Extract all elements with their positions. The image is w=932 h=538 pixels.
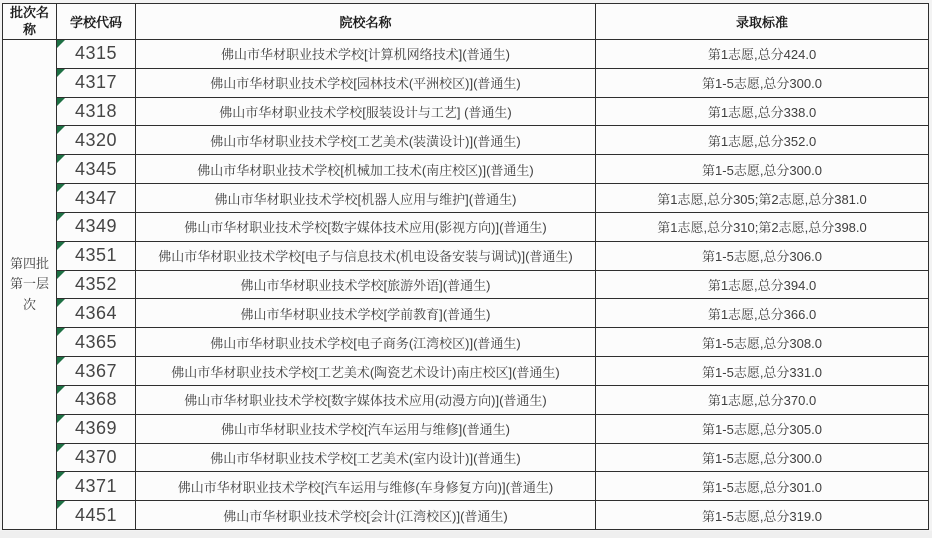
school-name-cell (136, 501, 596, 529)
green-corner-triangle-icon (57, 271, 65, 279)
table-row (57, 444, 928, 473)
green-corner-triangle-icon (57, 126, 65, 134)
bottom-margin-strip (0, 531, 932, 538)
school-name-cell (136, 299, 596, 327)
school-name-cell (136, 357, 596, 385)
green-corner-triangle-icon (57, 328, 65, 336)
school-code-value: 4352 (74, 274, 118, 295)
school-code-value: 4347 (74, 187, 118, 208)
school-code-value: 4365 (74, 331, 118, 352)
admission-standard-value: 第1志愿,总分305;第2志愿,总分381.0 (657, 191, 867, 207)
school-name-value: 佛山市华材职业技术学校[园林技术(平洲校区)](普通生) (210, 76, 521, 92)
admission-standard-cell (596, 357, 928, 385)
table-row (57, 184, 928, 213)
admission-standard-value: 第1志愿,总分366.0 (707, 306, 817, 322)
column-header-school-code: 学校代码 (57, 4, 136, 39)
school-name-value: 佛山市华材职业技术学校[机器人应用与维护](普通生) (214, 191, 517, 207)
admission-standard-cell (596, 299, 928, 327)
school-name-cell (136, 184, 596, 212)
green-corner-triangle-icon (57, 501, 65, 509)
school-code-cell (57, 69, 136, 97)
green-corner-triangle-icon (57, 357, 65, 365)
school-code-cell (57, 126, 136, 154)
school-name-value: 佛山市华材职业技术学校[服装设计与工艺] (普通生) (219, 105, 512, 121)
batch-column (3, 4, 57, 529)
table-row (57, 472, 928, 501)
admission-standard-cell (596, 213, 928, 241)
school-name-value: 佛山市华材职业技术学校[工艺美术(室内设计)](普通生) (210, 451, 521, 466)
admission-standard-cell (596, 328, 928, 356)
admission-standard-value: 第1志愿,总分370.0 (707, 393, 817, 409)
school-code-cell (57, 386, 136, 414)
school-code-value: 4368 (74, 389, 118, 410)
green-corner-triangle-icon (57, 155, 65, 163)
table-row (57, 40, 928, 69)
school-name-cell (136, 98, 596, 126)
green-corner-triangle-icon (57, 184, 65, 192)
admission-standard-value: 第1志愿,总分338.0 (707, 105, 817, 121)
table-row (57, 98, 928, 127)
school-name-value: 佛山市华材职业技术学校[机械加工技术(南庄校区)](普通生) (197, 162, 534, 178)
school-name-cell (136, 155, 596, 183)
school-name-value: 佛山市华材职业技术学校[数字媒体技术应用(动漫方向)](普通生) (184, 393, 547, 409)
school-code-value: 4345 (74, 158, 118, 179)
table-row (57, 415, 928, 444)
school-code-cell (57, 98, 136, 126)
admission-standard-value: 第1-5志愿,总分331.0 (702, 364, 822, 380)
school-name-cell (136, 386, 596, 414)
school-code-value: 4370 (74, 447, 118, 467)
school-name-cell (136, 242, 596, 270)
admission-standard-cell (596, 271, 928, 299)
admission-standard-cell (596, 184, 928, 212)
school-name-cell (136, 328, 596, 356)
school-code-cell (57, 242, 136, 270)
admission-standard-cell (596, 126, 928, 154)
admission-standard-value: 第1-5志愿,总分300.0 (702, 162, 822, 178)
column-header-batch: 批次名称 (3, 4, 56, 40)
admission-standard-cell (596, 501, 928, 529)
table-body (57, 40, 928, 529)
school-name-cell (136, 271, 596, 299)
school-name-value: 佛山市华材职业技术学校[计算机网络技术](普通生) (221, 47, 510, 63)
admission-standard-cell (596, 242, 928, 270)
school-code-cell (57, 415, 136, 443)
admission-standard-value: 第1-5志愿,总分306.0 (702, 249, 822, 265)
table-row (57, 242, 928, 271)
school-code-value: 4364 (74, 302, 118, 323)
green-corner-triangle-icon (57, 299, 65, 307)
green-corner-triangle-icon (57, 472, 65, 480)
green-corner-triangle-icon (57, 40, 65, 48)
admission-standard-cell (596, 98, 928, 126)
batch-merged-cell: 第四批第一层次 (10, 256, 50, 312)
school-code-cell (57, 328, 136, 356)
school-code-cell (57, 155, 136, 183)
admission-standard-cell (596, 415, 928, 443)
school-name-cell (136, 126, 596, 154)
school-code-cell (57, 299, 136, 327)
school-name-value: 佛山市华材职业技术学校[旅游外语](普通生) (240, 278, 491, 294)
school-code-value: 4320 (74, 129, 118, 150)
school-code-cell (57, 472, 136, 500)
school-name-value: 佛山市华材职业技术学校[电子与信息技术(机电设备安装与调试)](普通生) (158, 249, 573, 265)
school-name-value: 佛山市华材职业技术学校[工艺美术(装潢设计)](普通生) (210, 133, 521, 149)
admission-standard-value: 第1-5志愿,总分300.0 (702, 76, 822, 92)
table-row (57, 213, 928, 242)
main-columns (57, 4, 928, 529)
school-code-value: 4349 (74, 216, 118, 237)
green-corner-triangle-icon (57, 213, 65, 221)
school-code-cell (57, 271, 136, 299)
school-name-value: 佛山市华材职业技术学校[会计(江湾校区)](普通生) (223, 508, 508, 524)
school-code-cell (57, 444, 136, 472)
admission-score-table (2, 3, 929, 530)
school-code-cell (57, 40, 136, 68)
column-header-school-name: 院校名称 (136, 4, 596, 39)
school-code-value: 4369 (74, 418, 118, 439)
school-code-value: 4371 (74, 475, 118, 496)
admission-standard-cell (596, 444, 928, 472)
school-code-cell (57, 184, 136, 212)
green-corner-triangle-icon (57, 98, 65, 106)
school-name-value: 佛山市华材职业技术学校[电子商务(江湾校区)](普通生) (210, 335, 521, 351)
school-name-value: 佛山市华材职业技术学校[数字媒体技术应用(影视方向)](普通生) (184, 220, 547, 236)
school-name-value: 佛山市华材职业技术学校[汽车运用与维修(车身修复方向)](普通生) (177, 479, 554, 495)
school-name-cell (136, 444, 596, 472)
school-code-cell (57, 213, 136, 241)
table-row (57, 328, 928, 357)
admission-standard-value: 第1志愿,总分310;第2志愿,总分398.0 (657, 220, 867, 236)
school-code-value: 4315 (74, 43, 118, 64)
admission-standard-cell (596, 155, 928, 183)
admission-standard-value: 第1志愿,总分352.0 (707, 133, 817, 149)
table-row (57, 126, 928, 155)
admission-standard-value: 第1-5志愿,总分301.0 (702, 479, 822, 495)
green-corner-triangle-icon (57, 386, 65, 394)
table-row (57, 299, 928, 328)
admission-standard-cell (596, 386, 928, 414)
school-code-value: 4367 (74, 360, 118, 381)
school-code-value: 4317 (74, 72, 118, 93)
school-code-value: 4318 (74, 101, 118, 122)
admission-standard-cell (596, 472, 928, 500)
admission-standard-value: 第1志愿,总分394.0 (707, 278, 817, 294)
green-corner-triangle-icon (57, 444, 65, 452)
school-name-cell (136, 40, 596, 68)
column-header-admission-standard: 录取标准 (735, 15, 788, 30)
school-name-value: 佛山市华材职业技术学校[学前教育](普通生) (240, 306, 491, 322)
table-row (57, 501, 928, 529)
admission-standard-cell (596, 69, 928, 97)
school-name-cell (136, 213, 596, 241)
green-corner-triangle-icon (57, 242, 65, 250)
school-name-value: 佛山市华材职业技术学校[汽车运用与维修](普通生) (221, 422, 510, 438)
admission-standard-value: 第1-5志愿,总分300.0 (702, 451, 822, 466)
admission-standard-value: 第1-5志愿,总分308.0 (702, 335, 822, 351)
table-row (57, 357, 928, 386)
table-row (57, 69, 928, 98)
table-row (57, 155, 928, 184)
admission-standard-value: 第1志愿,总分424.0 (707, 47, 817, 63)
green-corner-triangle-icon (57, 69, 65, 77)
school-code-value: 4451 (74, 504, 118, 525)
school-code-cell (57, 357, 136, 385)
table-row (57, 386, 928, 415)
school-name-cell (136, 69, 596, 97)
school-name-cell (136, 472, 596, 500)
school-name-value: 佛山市华材职业技术学校[工艺美术(陶瓷艺术设计)南庄校区](普通生) (171, 364, 560, 380)
table-header-row (57, 4, 928, 40)
table-row (57, 271, 928, 300)
school-code-value: 4351 (74, 245, 118, 266)
school-name-cell (136, 415, 596, 443)
school-code-cell (57, 501, 136, 529)
admission-standard-cell (596, 40, 928, 68)
admission-standard-value: 第1-5志愿,总分319.0 (702, 508, 822, 524)
green-corner-triangle-icon (57, 415, 65, 423)
admission-standard-value: 第1-5志愿,总分305.0 (702, 422, 822, 438)
